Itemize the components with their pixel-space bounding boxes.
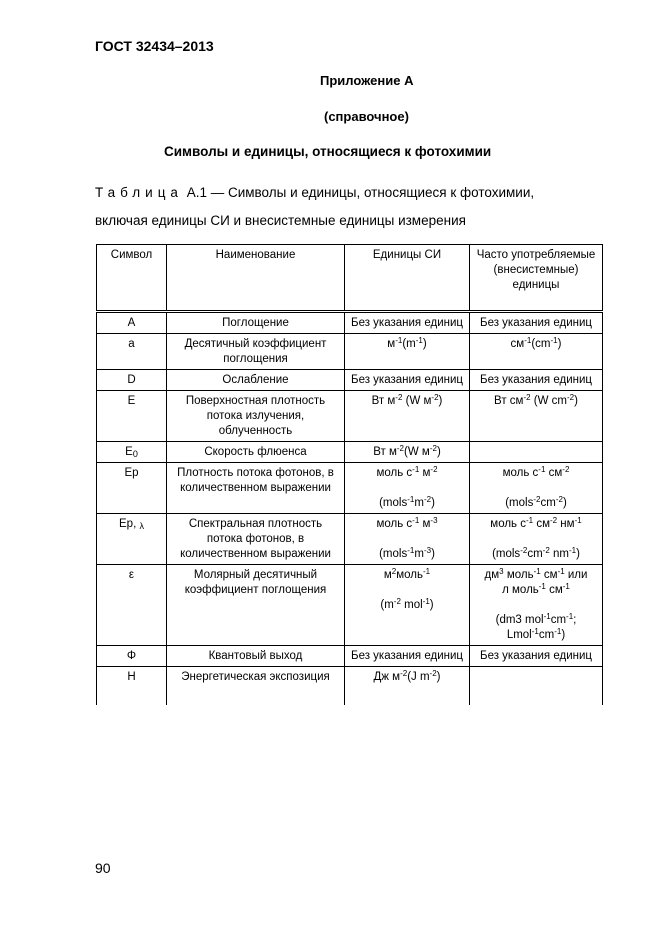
- table-caption: [95, 179, 615, 235]
- cell-name: Ослабление: [167, 370, 345, 391]
- cell-si: $м^{-1}(m^{-1})$: [345, 334, 470, 370]
- table-row: [97, 463, 603, 514]
- table-row: [97, 667, 603, 706]
- cell-name: Молярный десятичный коэффициент поглощения: [167, 565, 345, 646]
- cell-name: Спектральная плотность потока фотонов, в количественном выражении: [167, 514, 345, 565]
- appendix-heading: Символы и единицы, относящиеся к фотохимии: [164, 144, 492, 159]
- cell-si: $м^2моль^{-1}$ ($m^{-2}$ mol$^{-1}$): [345, 565, 470, 646]
- table-row: [97, 334, 603, 370]
- table-row: [97, 646, 603, 667]
- cell-other: Вт $см^{-2}$ (W $cm^{-2}$): [470, 391, 603, 442]
- cell-si: Дж $м^{-2}(J$ $m^{-2}$): [345, 667, 470, 706]
- page-number: 90: [95, 860, 111, 876]
- table-header-row: [97, 245, 603, 312]
- table-row: [97, 391, 603, 442]
- cell-symbol: H: [97, 667, 167, 706]
- cell-symbol: E: [97, 391, 167, 442]
- caption-text: А.1 — Символы и единицы, относящиеся к фотохимии,: [186, 185, 535, 200]
- cell-symbol: D: [97, 370, 167, 391]
- cell-name: Поглощение: [167, 312, 345, 334]
- cell-other: Без указания единиц: [470, 370, 603, 391]
- cell-other: Без указания единиц: [470, 646, 603, 667]
- cell-name: Скорость флюенса: [167, 442, 345, 463]
- cell-other: Без указания единиц: [470, 312, 603, 334]
- cell-symbol: a: [97, 334, 167, 370]
- cell-si: Вт $м^{-2}(W$ $м^{-2}$): [345, 442, 470, 463]
- cell-si: Без указания единиц: [345, 646, 470, 667]
- cell-name: Десятичный коэффициент поглощения: [167, 334, 345, 370]
- cell-name: Энергетическая экспозиция: [167, 667, 345, 706]
- cell-symbol: A: [97, 312, 167, 334]
- header-si-units: Единицы СИ: [345, 245, 470, 312]
- caption-text-line2: включая единицы СИ и внесистемные единицы измерения: [95, 213, 466, 228]
- cell-other: $дм^3$ моль$^{-1}$ $см^{-1}$ или л моль$^{-1}$ $см^{-1}$ (dm3 $mol^{-1}cm^{-1}$; $Lmol^{-1}cm^{-1}$): [470, 565, 603, 646]
- header-name: Наименование: [167, 245, 345, 312]
- cell-name: Плотность потока фотонов, в количественном выражении: [167, 463, 345, 514]
- table-row: [97, 442, 603, 463]
- caption-label: Таблица: [95, 185, 183, 200]
- cell-other: $см^{-1}(cm^{-1})$: [470, 334, 603, 370]
- cell-name: Квантовый выход: [167, 646, 345, 667]
- document-code: ГОСТ 32434–2013: [95, 38, 214, 54]
- header-other-units: Часто употребляемые (внесистемные) единицы: [470, 245, 603, 312]
- cell-other: [470, 442, 603, 463]
- cell-si: моль $с^{-1}$ $м^{-3}$ $(mols^{-1}m^{-3})$: [345, 514, 470, 565]
- table-row: [97, 565, 603, 646]
- cell-symbol: Ep, $_\lambda$: [97, 514, 167, 565]
- cell-other: [470, 667, 603, 706]
- cell-other: моль $с^{-1}$ $см^{-2}$ $(mols^{-2}cm^{-2})$: [470, 463, 603, 514]
- table-row: [97, 312, 603, 334]
- cell-si: моль $с^{-1}$ $м^{-2}$ $(mols^{-1}m^{-2})$: [345, 463, 470, 514]
- cell-symbol: ε: [97, 565, 167, 646]
- cell-si: Вт $м^{-2}$ (W $м^{-2}$): [345, 391, 470, 442]
- table-row: [97, 370, 603, 391]
- table-row: [97, 514, 603, 565]
- cell-symbol: Φ: [97, 646, 167, 667]
- cell-si: Без указания единиц: [345, 370, 470, 391]
- cell-name: Поверхностная плотность потока излучения, облученность: [167, 391, 345, 442]
- cell-symbol: Ep: [97, 463, 167, 514]
- header-symbol: Символ: [97, 245, 167, 312]
- cell-symbol: $E_0$: [97, 442, 167, 463]
- appendix-status: (справочное): [324, 109, 409, 124]
- cell-si: Без указания единиц: [345, 312, 470, 334]
- units-table: [96, 244, 603, 705]
- appendix-title: Приложение А: [320, 73, 414, 88]
- cell-other: моль $с^{-1}$ $см^{-2}$ $нм^{-1}$ ($mols^{-2}cm^{-2}$ $nm^{-1}$): [470, 514, 603, 565]
